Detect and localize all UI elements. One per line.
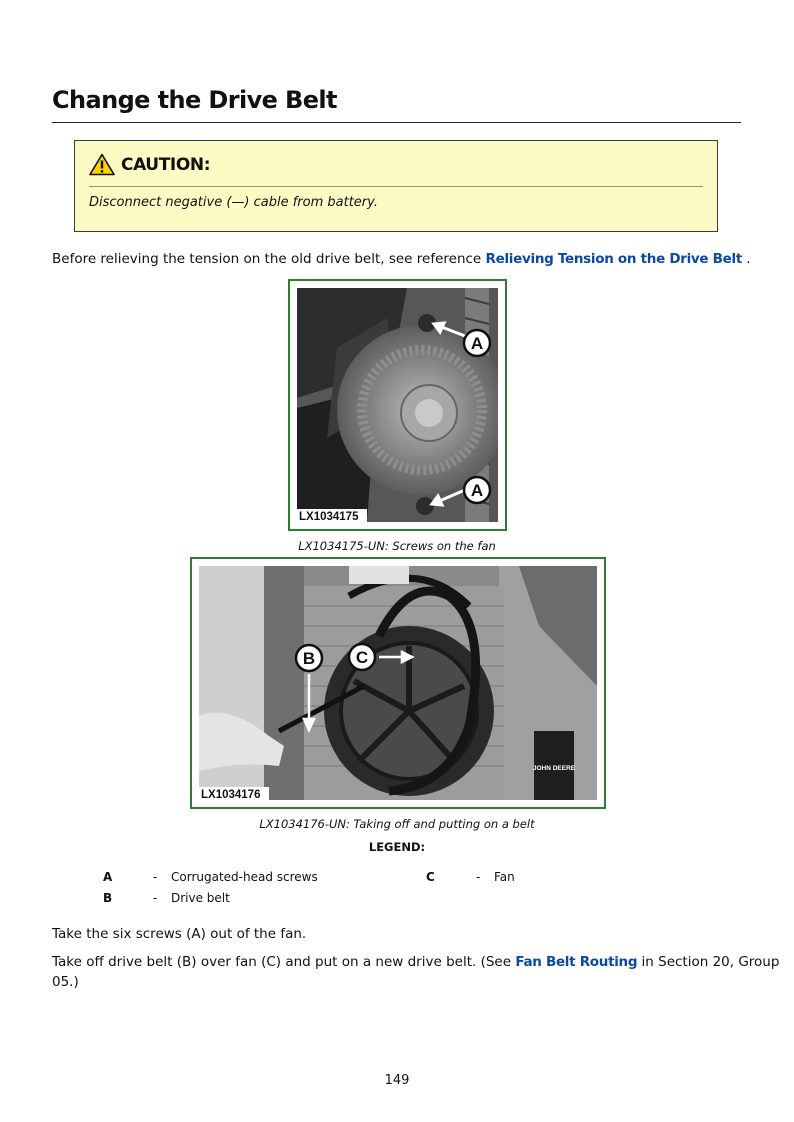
step-change-belt [52,954,779,970]
figure-fan-screws [288,279,507,531]
step-remove-screws: Take the six screws (A) out of the fan. [52,926,307,942]
fan-screws-photo [297,288,498,522]
callout-c: C [355,648,369,667]
legend-separator: - [153,870,158,884]
warning-triangle-icon [89,153,115,176]
legend-desc-b: Drive belt [171,891,230,905]
step-text: Take off drive belt (B) over fan (C) and put on a new drive belt. (See [52,954,516,970]
page-title: Change the Drive Belt [52,86,337,114]
callout-a-bottom: A [470,481,484,500]
caution-text: Disconnect negative (—) cable from battery. [89,195,378,210]
caution-header [89,153,210,176]
relieving-tension-link[interactable]: Relieving Tension on the Drive Belt [485,251,743,267]
legend-key-a: A [103,870,113,884]
drive-belt-photo [199,566,597,800]
step-change-belt-line2: 05.) [52,974,79,990]
legend-desc-a: Corrugated-head screws [171,870,318,884]
legend-title: LEGEND: [368,840,426,854]
figure2-caption: LX1034176-UN: Taking off and putting on a belt [259,817,535,831]
intro-text: Before relieving the tension on the old drive belt, see reference [52,251,486,267]
legend-desc-c: Fan [494,870,515,884]
caution-divider [89,186,703,187]
legend-separator: - [476,870,481,884]
caution-heading: CAUTION: [121,154,211,175]
legend-key-c: C [426,870,435,884]
image-label-2: LX1034176 [201,789,261,800]
legend-key-b: B [103,891,113,905]
step-text-cont: in Section 20, Group [637,954,780,970]
callout-a-top: A [470,334,484,353]
caution-box [74,140,718,232]
callout-b: B [302,649,316,668]
page-number: 149 [384,1073,410,1088]
figure-drive-belt [190,557,606,809]
image-label-1: LX1034175 [299,511,359,522]
filter-brand-text: JOHN DEERE [532,765,576,772]
intro-paragraph [52,251,751,267]
figure1-caption: LX1034175-UN: Screws on the fan [298,539,496,553]
fan-belt-routing-link[interactable]: Fan Belt Routing [515,954,638,970]
title-divider [52,122,741,123]
legend-separator: - [153,891,158,905]
intro-text-end: . [742,251,751,267]
